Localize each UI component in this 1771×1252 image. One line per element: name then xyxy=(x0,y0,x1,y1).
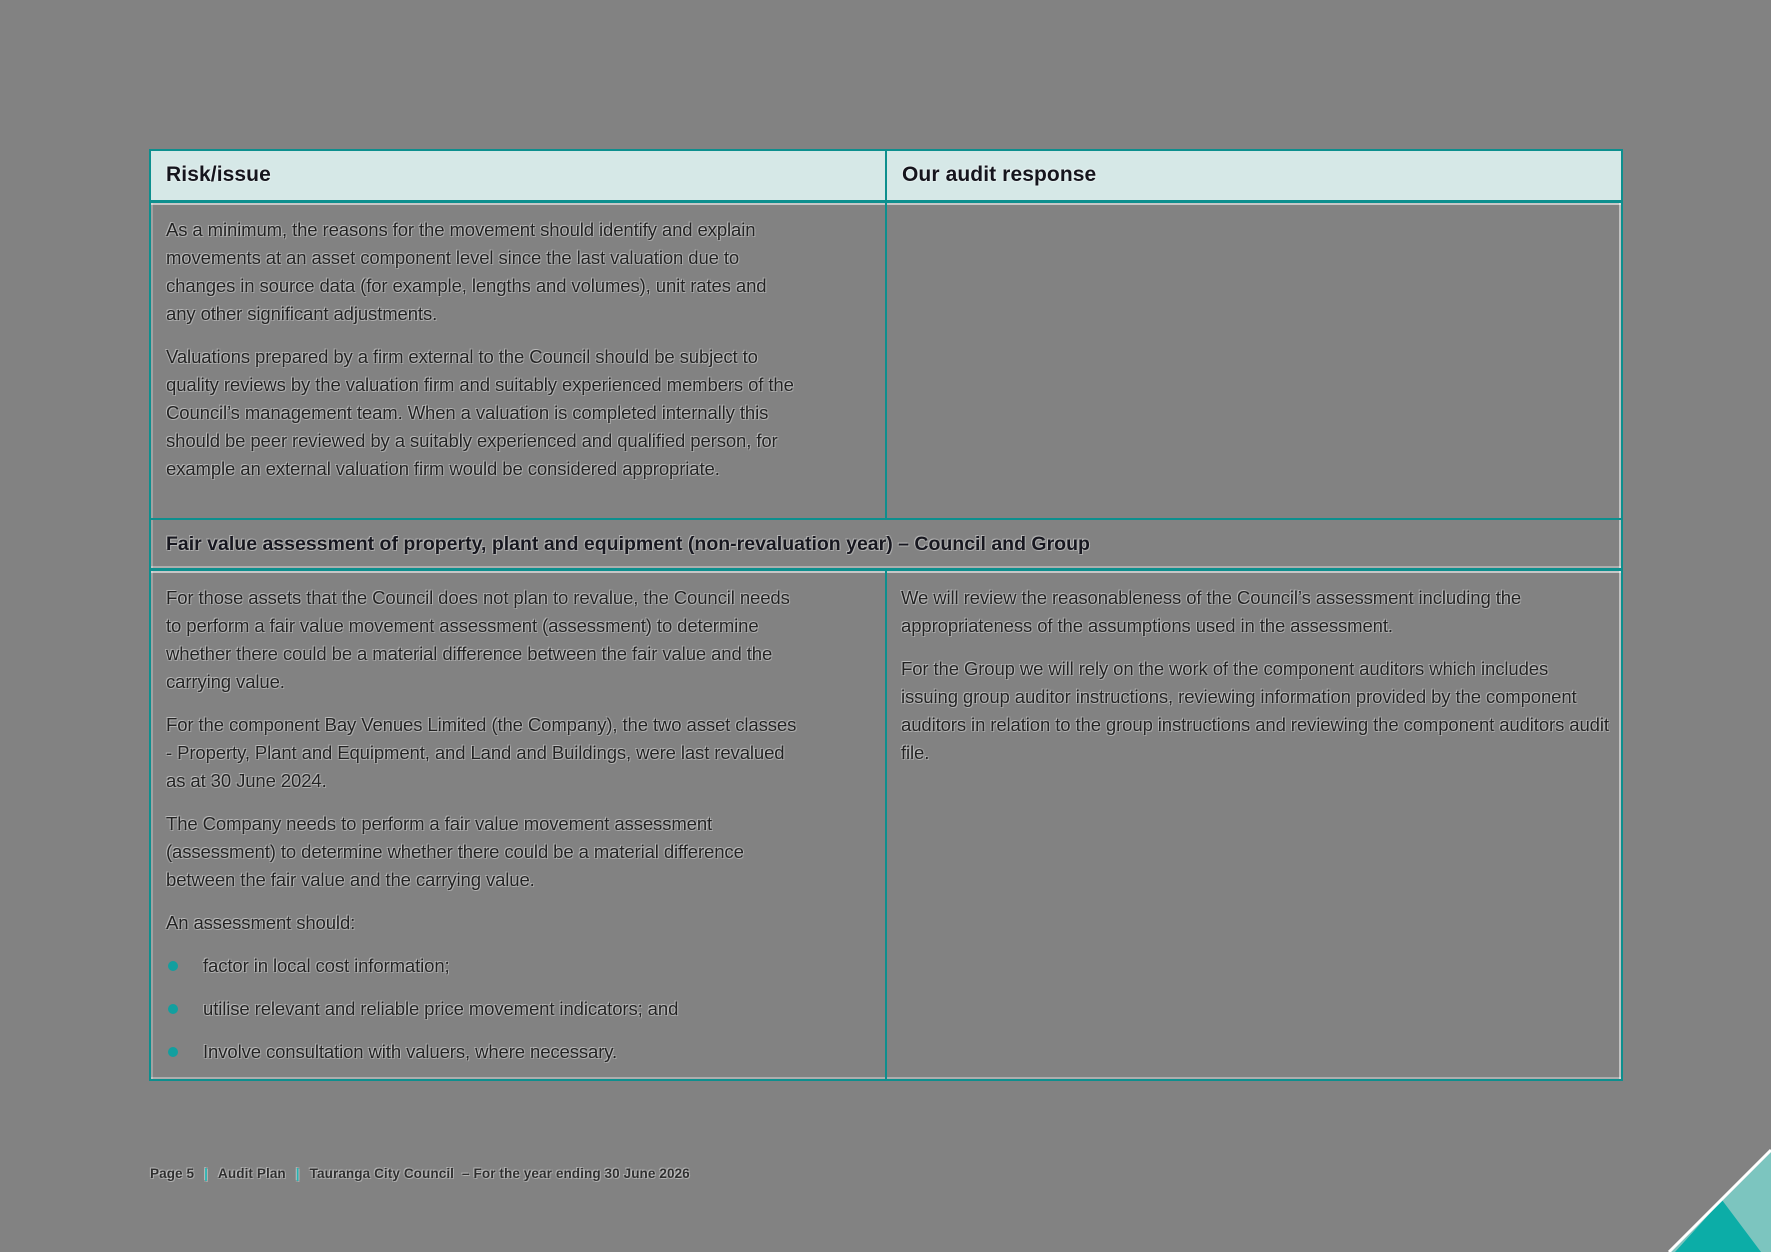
bullet-icon xyxy=(168,1004,178,1014)
column-header-risk-issue: Risk/issue xyxy=(151,151,887,200)
bullet-icon xyxy=(168,961,178,971)
column-header-audit-response: Our audit response xyxy=(902,163,1097,186)
response-paragraph: We will review the reasonableness of the Council’s assessment including the appropriateness of the assumptions used in the assessment. xyxy=(901,587,1522,636)
risk-cell xyxy=(151,203,887,518)
bullet-item-label: factor in local cost information; xyxy=(203,955,450,976)
bullet-item-label: utilise relevant and reliable price movement indicators; and xyxy=(203,998,679,1019)
bullet-item xyxy=(166,995,799,1023)
footer-entity: Tauranga City Council xyxy=(309,1166,455,1181)
risk-paragraph: As a minimum, the reasons for the movement should identify and explain movements at an asset component level since the last valuation due to changes in source data (for example, lengths and volumes), unit rates and any other significant adjustments. xyxy=(166,219,767,324)
response-cell xyxy=(887,571,1621,1079)
response-cell-empty xyxy=(887,203,1621,518)
footer-page-number: Page 5 xyxy=(150,1166,195,1181)
corner-triangle-decoration xyxy=(1660,1141,1771,1252)
table-row-continuation xyxy=(151,200,1621,518)
bullet-item xyxy=(166,1038,799,1066)
section-header-label: Fair value assessment of property, plant and equipment (non-revaluation year) – Council and Group xyxy=(166,532,1090,555)
risk-cell xyxy=(151,571,887,1079)
footer-period: – For the year ending 30 June 2026 xyxy=(462,1166,690,1181)
risk-response-table xyxy=(149,149,1623,1081)
bullet-item xyxy=(166,952,799,980)
table-header-row xyxy=(151,151,1621,200)
bullet-item-label: Involve consultation with valuers, where necessary. xyxy=(203,1041,618,1062)
response-paragraph: For the Group we will rely on the work of the component auditors which includes issuing group auditor instructions, reviewing information provided by the component auditors in relation to the group instructions and reviewing the component auditors audit file. xyxy=(901,658,1609,763)
page-footer xyxy=(150,1166,690,1181)
footer-doc-type: Audit Plan xyxy=(218,1166,286,1181)
risk-paragraph: An assessment should: xyxy=(166,912,356,933)
bullet-icon xyxy=(168,1047,178,1057)
footer-separator: | xyxy=(295,1166,300,1181)
risk-paragraph: Valuations prepared by a firm external to the Council should be subject to quality reviews by the valuation firm and suitably experienced members of the Council’s management team. When a valuation is completed internally this should be peer reviewed by a suitably experienced and qualified person, for example an external valuation firm would be considered appropriate. xyxy=(166,346,794,479)
table-row-fair-value xyxy=(151,568,1621,1079)
risk-paragraph: For those assets that the Council does not plan to revalue, the Council needs to perform a fair value movement assessment (assessment) to determine whether there could be a material difference between the fair value and the carrying value. xyxy=(166,587,790,692)
footer-separator: | xyxy=(204,1166,209,1181)
risk-paragraph: For the component Bay Venues Limited (the Company), the two asset classes - Property, Plant and Equipment, and Land and Buildings, were last revalued as at 30 June 2024. xyxy=(166,714,797,791)
section-header-row xyxy=(151,518,1621,568)
risk-paragraph: The Company needs to perform a fair value movement assessment (assessment) to determine whether there could be a material difference between the fair value and the carrying value. xyxy=(166,813,744,890)
